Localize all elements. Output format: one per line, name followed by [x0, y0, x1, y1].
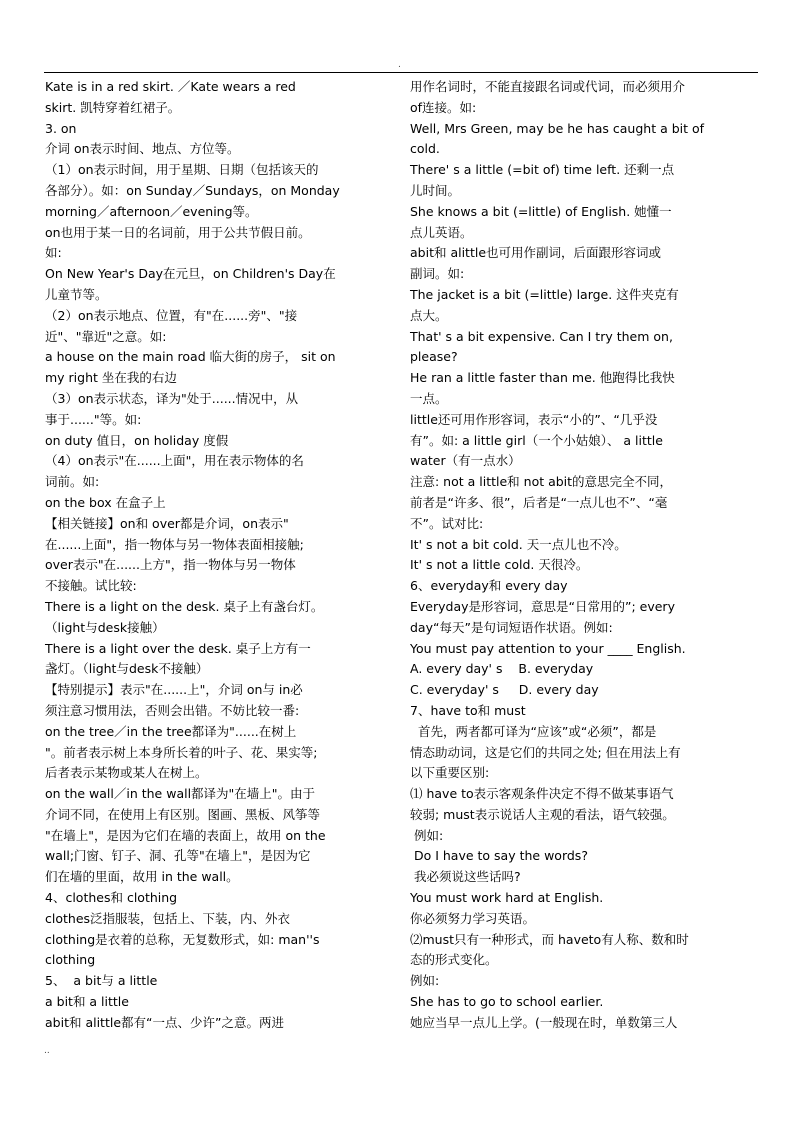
left-text-line: （3）on表示状态，译为"处于......情况中，从 [45, 390, 299, 406]
left-text-line: 近"、"靠近"之意。如: [45, 328, 167, 344]
left-text-line: abit和 alittle都有“一点、少许”之意。两进 [45, 1014, 284, 1030]
right-text-column [410, 77, 732, 1034]
right-text-line: 前者是“许多、很”，后者是“一点儿也不”、“毫 [410, 494, 668, 510]
right-text-line: 副词。如: [410, 266, 465, 282]
left-text-line: 如: [45, 245, 62, 261]
right-text-line: 情态助动词，这是它们的共同之处; 但在用法上有 [410, 744, 681, 760]
left-text-line: 词前。如: [45, 474, 100, 490]
left-text-line: my right 坐在我的右边 [45, 370, 177, 386]
left-text-line: on the box 在盒子上 [45, 494, 166, 510]
right-text-line: 点儿英语。 [410, 224, 473, 240]
left-text-line: 后者表示某物或某人在树上。 [45, 765, 208, 781]
left-text-line: （light与desk接触） [45, 619, 165, 635]
right-text-line: C. everyday' s D. every day [410, 682, 599, 698]
right-text-line: 例如: [410, 973, 440, 989]
left-text-line: on也用于某一日的名词前，用于公共节假日前。 [45, 224, 311, 240]
left-text-line: clothes泛指服装，包括上、下装，内、外衣 [45, 910, 291, 926]
left-text-line: There is a light on the desk. 桌子上有盏台灯。 [45, 598, 324, 614]
right-text-line: 儿时间。 [410, 182, 461, 198]
left-text-column [45, 77, 367, 1034]
left-text-line: 须注意习惯用法，否则会出错。不妨比较一番: [45, 702, 300, 718]
left-text-line: On New Year's Day在元旦，on Children's Day在 [45, 266, 336, 282]
right-text-line: She knows a bit (=little) of English. 她懂一 [410, 203, 672, 219]
right-text-line: 例如: [410, 827, 444, 843]
right-text-line: You must pay attention to your ____ English. [410, 640, 686, 656]
right-text-line: ⑵must只有一种形式，而 haveto有人称、数和时 [410, 931, 689, 947]
right-text-line: A. every day' s B. everyday [410, 661, 594, 677]
left-text-line: on the tree／in the tree都译为"......在树上 [45, 723, 297, 739]
right-text-line: please? [410, 349, 458, 365]
left-text-line: on the wall／in the wall都译为"在墙上"。由于 [45, 786, 316, 802]
right-text-line: cold. [410, 141, 440, 157]
right-text-line: Do I have to say the words? [410, 848, 588, 864]
left-text-line: 【特别提示】表示"在......上"，介词 on与 in必 [45, 682, 303, 698]
right-text-line: little还可用作形容词，表示“小的”、“几乎没 [410, 411, 658, 427]
right-text-line: 6、everyday和 every day [410, 578, 568, 594]
right-text-line: It' s not a bit cold. 天一点儿也不冷。 [410, 536, 627, 552]
left-text-line: 3. on [45, 120, 77, 136]
right-text-line: 用作名词时，不能直接跟名词或代词，而必须用介 [410, 79, 686, 94]
right-text-line: abit和 alittle也可用作副词，后面跟形容词或 [410, 245, 662, 261]
right-text-line: day“每天”是句词短语作状语。例如: [410, 619, 613, 635]
left-text-line: （4）on表示"在......上面"，用在表示物体的名 [45, 453, 304, 469]
right-text-line: water（有一点水） [410, 453, 521, 469]
left-text-line: 5、 a bit与 a little [45, 973, 158, 989]
left-text-line: 们在墙的里面，故用 in the wall。 [45, 869, 239, 885]
right-text-line: 她应当早一点儿上学。(一般现在时，单数第三人 [410, 1014, 678, 1030]
right-text-line: 较弱; must表示说话人主观的看法，语气较强。 [410, 806, 675, 822]
left-text-line: 各部分）。如：on Sunday／Sundays，on Monday [45, 182, 340, 198]
left-text-line: 事于......"等。如: [45, 411, 142, 427]
left-text-line: 介词 on表示时间、地点、方位等。 [45, 141, 240, 157]
header-rule [44, 72, 758, 73]
right-text-line: 7、have to和 must [410, 702, 526, 718]
left-text-line: Kate is in a red skirt. ／Kate wears a red [45, 79, 296, 94]
right-text-line: 你必须努力学习英语。 [410, 910, 536, 926]
right-text-line: 以下重要区别: [410, 765, 490, 781]
right-text-line: He ran a little faster than me. 他跑得比我快 [410, 370, 675, 386]
left-text-line: （2）on表示地点、位置，有"在......旁"、"接 [45, 307, 298, 323]
right-text-line: 首先，两者都可译为“应该”或“必须”，都是 [410, 723, 657, 739]
left-text-line: "。前者表示树上本身所长着的叶子、花、果实等; [45, 744, 318, 760]
right-text-line: She has to go to school earlier. [410, 994, 604, 1010]
left-text-line: There is a light over the desk. 桌子上方有一 [45, 640, 311, 656]
left-text-line: clothing [45, 952, 96, 968]
right-text-line: It' s not a little cold. 天很冷。 [410, 557, 589, 573]
left-text-line: 不接触。试比较: [45, 578, 137, 594]
left-text-line: wall;门窗、钉子、洞、孔等"在墙上"，是因为它 [45, 848, 311, 864]
right-text-line: 态的形式变化。 [410, 952, 498, 968]
left-text-line: 【相关链接】on和 over都是介词，on表示" [45, 515, 289, 531]
right-text-line: 我必须说这些话吗? [410, 869, 521, 885]
right-text-line: There' s a little (=bit of) time left. 还剩一点 [410, 162, 675, 178]
left-text-line: 儿童节等。 [45, 286, 108, 302]
right-text-line: Well, Mrs Green, may be he has caught a bit of [410, 120, 705, 136]
left-text-line: morning／afternoon／evening等。 [45, 203, 258, 219]
right-text-line: 一点。 [410, 390, 448, 406]
left-text-line: over表示"在......上方"，指一物体与另一物体 [45, 557, 296, 573]
left-text-line: a bit和 a little [45, 994, 129, 1010]
right-text-line: Everyday是形容词，意思是“日常用的”; every [410, 598, 675, 614]
page-footer-dots: .. [44, 1046, 50, 1056]
left-text-line: "在墙上"，是因为它们在墙的表面上，故用 on the [45, 827, 326, 843]
left-text-line: clothing是衣着的总称，无复数形式，如: man''s [45, 931, 320, 947]
left-text-line: 在......上面"，指一物体与另一物体表面相接触; [45, 536, 304, 552]
right-text-line: 点大。 [410, 307, 448, 323]
left-text-line: 介词不同，在使用上有区别。图画、黑板、风筝等 [45, 806, 321, 822]
left-text-line: 盏灯。（light与desk不接触） [45, 661, 209, 677]
right-text-line: That' s a bit expensive. Can I try them on, [410, 328, 673, 344]
left-text-line: a house on the main road 临大街的房子， sit on [45, 349, 336, 365]
left-text-line: （1）on表示时间，用于星期、日期（包括该天的 [45, 162, 319, 178]
left-text-line: skirt. 凯特穿着红裙子。 [45, 99, 181, 115]
page-header-dot: . [398, 60, 401, 70]
right-text-line: 注意: not a little和 not abit的意思完全不同， [410, 474, 673, 490]
right-text-line: 不”。试对比: [410, 515, 484, 531]
right-text-line: of连接。如: [410, 99, 477, 115]
left-text-line: on duty 值日，on holiday 度假 [45, 432, 229, 448]
right-text-line: You must work hard at English. [410, 890, 604, 906]
right-text-line: 有”。如: a little girl（一个小姑娘）、 a little [410, 432, 663, 448]
right-text-line: ⑴ have to表示客观条件决定不得不做某事语气 [410, 786, 674, 802]
left-text-line: 4、clothes和 clothing [45, 890, 178, 906]
right-text-line: The jacket is a bit (=little) large. 这件夹克有 [410, 286, 679, 302]
